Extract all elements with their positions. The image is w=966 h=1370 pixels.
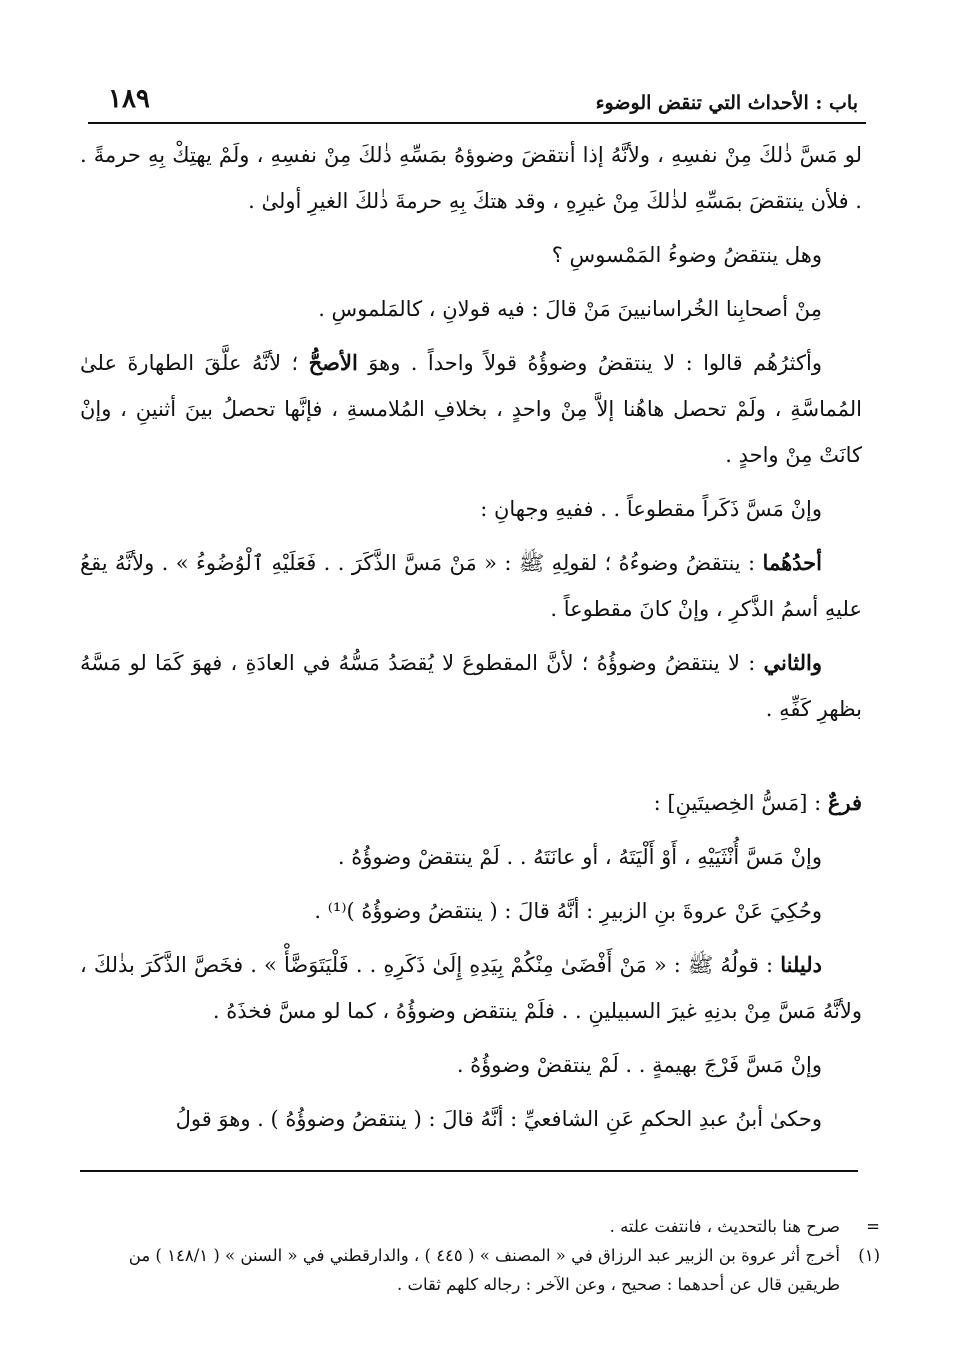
paragraph-6 (80, 540, 862, 632)
footnote-divider (80, 1170, 858, 1172)
footnote-mark: (١) (858, 1246, 880, 1265)
footnote-text: صرح هنا بالتحديث ، فانتفت علته . (609, 1217, 840, 1236)
paragraph-4-emphasis: الأصحُّ (308, 350, 358, 375)
section-heading-text: : [مَسُّ الخِصيتَينِ] : (653, 791, 828, 815)
section-heading-lead: فرعٌ (827, 790, 862, 815)
paragraph-5: وإنْ مَسَّ ذَكَراً مقطوعاً . . ففيهِ وجهانِ : (480, 497, 822, 521)
paragraph-12: وإنْ مَسَّ فَرْجَ بهيمةٍ . . لَمْ ينتقضْ وضوؤُهُ . (456, 1053, 822, 1077)
paragraph-11 (80, 942, 862, 1034)
paragraph-4-text-b: ؛ لأنَّهُ علَّقَ الطهارةَ علىٰ المُماسَّةِ ، ولَمْ تحصل هاهُنا إلاَّ مِنْ واحدٍ ، بخلافِ المُلامسةِ ، فإنَّها تحصلُ بينَ أثنينِ ، وإنْ كانَتْ مِنْ واحدٍ . (80, 351, 862, 467)
paragraph-1: لو مَسَّ ذٰلكَ مِنْ نفسِهِ ، ولأنَّهُ إذا أنتقضَ وضوؤهُ بمَسِّهِ ذٰلكَ مِنْ نفسِهِ ، ولَمْ يهتِكْ بِهِ حرمةً . . فلأن ينتقضَ بمَسِّهِ لذٰلكَ مِنْ غيرِهِ ، وقد هتكَ بِهِ حرمةَ ذٰلكَ الغيرِ أولىٰ . (80, 143, 862, 213)
paragraph-9: وإنْ مَسَّ أُنْثَيَيْهِ ، أَوْ أَلْيَتَهُ ، أو عانَتَهُ . . لَمْ ينتقضْ وضوؤُهُ . (337, 845, 822, 869)
paragraph-11-text: : قولُهُ ﷺ : « مَنْ أَفْضَىٰ مِنْكُمْ بِيَدِهِ إِلَىٰ ذَكَرِهِ . . فَلْيَتَوَضَّأْ » . فخَصَّ الذَّكَرَ بذٰلكَ ، ولأنَّهُ مَسَّ مِنْ بدنِهِ غيرَ السبيلينِ . . فلَمْ ينتقض وضوؤُهُ ، كما لو مسَّ فخذَهُ . (80, 953, 862, 1023)
paragraph-2: وهل ينتقضُ وضوءُ المَمْسوسِ ؟ (551, 243, 822, 267)
paragraph-7 (80, 640, 862, 732)
running-header (88, 82, 866, 124)
paragraph-10: وحُكِيَ عَنْ عروةَ بنِ الزبيرِ : أنَّهُ قالَ : ( ينتقضُ وضوؤُهُ )⁽¹⁾ . (314, 899, 822, 923)
footnote-continuation (80, 1212, 880, 1241)
page-number: ١٨٩ (108, 84, 150, 114)
paragraph-7-text: : لا ينتقضُ وضوؤُهُ ؛ لأنَّ المقطوعَ لا يُقصَدُ مَسُّهُ في العادَةِ ، فهوَ كَمَا لو مَسَّهُ بظهرِ كَفِّهِ . (80, 651, 862, 721)
footnote-text: أخرج أثر عروة بن الزبير عبد الرزاق في « المصنف » ( ٤٤٥ ) ، والدارقطني في « السنن » ( ١٤٨/١ ) من طريقين قال عن أحدهما : صحيح ، وعن الآخر : رجاله كلهم ثقات . (128, 1246, 840, 1294)
paragraph-4-text-a: وأكثرُهُم قالوا : لا ينتقضُ وضوؤُهُ قولاً واحداً . وهوَ (357, 351, 822, 375)
paragraph-6-text: : ينتقضُ وضوءُهُ ؛ لقولِهِ ﷺ : « مَنْ مَسَّ الذَّكَرَ . . فَعَلَيْهِ ٱلْوُضُوءُ » . ولأنَّهُ يقعُ عليهِ أسمُ الذَّكرِ ، وإنْ كانَ مقطوعاً . (80, 551, 862, 621)
footnotes (80, 1212, 880, 1299)
paragraph-11-lead: دليلنا (780, 952, 822, 977)
paragraph-7-lead: والثاني (763, 650, 822, 675)
paragraph-6-lead: أحدُهُما (762, 550, 822, 575)
paragraph-4 (80, 340, 862, 478)
footnote-mark: = (866, 1217, 880, 1236)
main-text (80, 132, 862, 1150)
chapter-title: باب : الأحداث التي تنقض الوضوء (595, 92, 858, 114)
paragraph-3: مِنْ أصحابِنا الخُراسانيينَ مَنْ قالَ : فيه قولانِ ، كالمَلموسِ . (318, 297, 822, 321)
footnote-1 (80, 1241, 880, 1299)
paragraph-13: وحكىٰ أبنُ عبدِ الحكمِ عَنِ الشافعيِّ : أنَّهُ قالَ : ( ينتقضُ وضوؤُهُ ) . وهوَ قولُ (175, 1107, 822, 1131)
section-heading (80, 780, 862, 826)
